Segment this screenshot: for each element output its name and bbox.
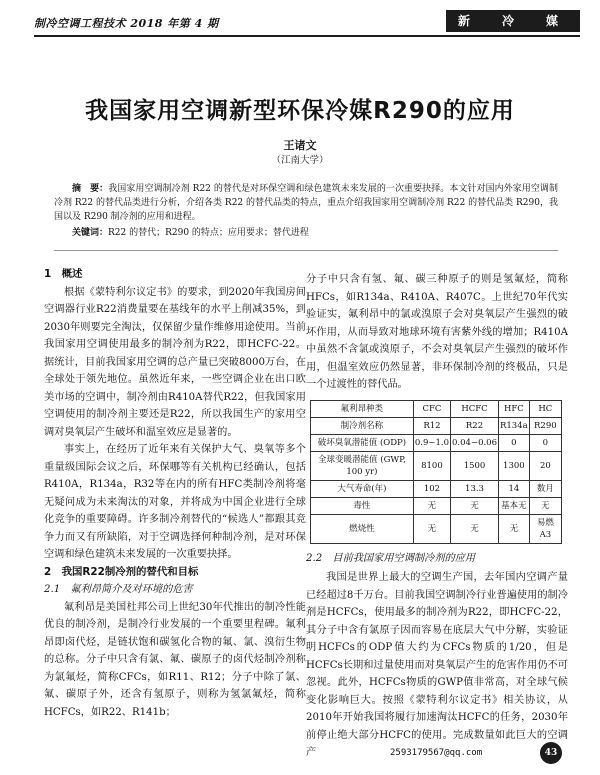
paragraph: 根据《蒙特利尔议定书》的要求，到2020年我国房间空调器行业R22消费量要在基线年的水平上削减35%，到2030年则要完全淘汰，仅保留少量作维修用途使用。当前我国家用空调使用最多的制冷剂为R22，即HCFC-22。据统计，目前我国家用空调的总产量已突破8000万台，在全球处于领先地位。虽然近年来，一些空调企业在出口欧美市场的空调中，制冷剂由R410A替代R22，但我国家用空调使用的制冷剂主要还是R22，所以我国生产的家用空调对臭氧层产生破坏和温室效应是显著的。 <box>44 286 306 438</box>
table-row <box>311 434 562 451</box>
table-header-row <box>311 400 562 417</box>
section-heading-2: 2 我国R22制冷剂的替代和目标 <box>44 565 199 578</box>
table-cell: 破坏臭氧潜能值 (ODP) <box>311 434 414 451</box>
table-cell: 无 <box>499 514 530 543</box>
table-cell: 无 <box>529 497 561 514</box>
table-cell: 易燃 A3 <box>529 514 561 543</box>
table-cell: R290 <box>529 417 561 434</box>
contact-email: 2593179567@qq.com <box>390 748 483 758</box>
keywords-label: 关键词： <box>72 228 109 238</box>
author-affiliation: （江南大学） <box>271 155 329 166</box>
table-cell: 1300 <box>499 451 530 480</box>
table-row <box>311 480 562 497</box>
table-cell: 燃烧性 <box>311 514 414 543</box>
article-author: 王诸文 <box>283 139 317 152</box>
paragraph: 我国是世界上最大的空调生产国，去年国内空调产量已经超过8千万台。目前我国空调制冷行业普遍使用的制冷剂是HCFCs，使用最多的制冷剂为R22，即HCFC-22，其分子中含有氯原子因而容易在底层大气中分解，实验证明HCFCs的ODP值大约为CFCs物质的1/20，但是HCFCs长期和过量使用而对臭氧层产生的危害作用仍不可忽视。此外，HCFCs物质的GWP值非常高，对全球气候变化影响巨大。按照《蒙特利尔议定书》相关协议，从2010年开始我国将履行加速淘汰HCFC的任务，2030年前停止绝大部分HCFC的使用。完成数量如此巨大的空调产 <box>306 572 568 758</box>
right-column <box>306 271 568 762</box>
table-header-cell: HFC <box>499 400 530 417</box>
table-cell: 0.9~1.0 <box>413 434 450 451</box>
table-cell: 20 <box>529 451 561 480</box>
section-heading-1: 1 概述 <box>44 268 83 280</box>
keywords <box>54 226 558 240</box>
table-header-cell: CFC <box>413 400 450 417</box>
table-cell: 数月 <box>529 480 561 497</box>
table-cell: 0.04~0.06 <box>451 434 499 451</box>
table-cell: 无 <box>451 497 499 514</box>
header-rule <box>34 35 580 37</box>
table-cell: 毒性 <box>311 497 414 514</box>
table-cell: 基本无 <box>499 497 530 514</box>
table-header-cell: 氟利昂种类 <box>311 400 414 417</box>
table-cell: 全球变暖潜能值 (GWP, 100 yr) <box>311 451 414 480</box>
table-header-cell: HC <box>529 400 561 417</box>
paragraph: 事实上，在经历了近年来有关保护大气、臭氧等多个重量级国际会议之后，环保哪等有关机构已经确认，包括R410A，R134a，R32等在内的所有HFC类制冷剂将毫无疑问成为未来淘汰的对象，并将成为中国企业进行全球化竞争的重要障碍。许多制冷剂替代的“候选人”都跟其竞争力而又有所缺陷，对于空调选择何种制冷剂，是对环保空调和绿色建筑未来发展的一次重要抉择。 <box>44 444 306 560</box>
table-cell: 0 <box>499 434 530 451</box>
page-header <box>34 10 580 34</box>
table-cell: R22 <box>451 417 499 434</box>
table-cell: 13.3 <box>451 480 499 497</box>
subsection-heading-2-2: 2.2 目前我国家用空调制冷剂的应用 <box>306 552 476 564</box>
table-cell: R134a <box>499 417 530 434</box>
table-row <box>311 417 562 434</box>
refrigerant-table <box>310 400 562 544</box>
table-cell: 1500 <box>451 451 499 480</box>
table-cell: 大气寿命(年) <box>311 480 414 497</box>
journal-name: 制冷空调工程技术 2018 年第 4 期 <box>34 17 219 30</box>
table-cell: 制冷剂名称 <box>311 417 414 434</box>
page-number: 43 <box>540 742 562 764</box>
table-cell: 14 <box>499 480 530 497</box>
table-cell: R12 <box>413 417 450 434</box>
table-header-cell: HCFC <box>451 400 499 417</box>
abstract-label: 摘 要： <box>72 184 109 194</box>
left-column <box>44 266 306 721</box>
table-row <box>311 451 562 480</box>
table-row <box>311 497 562 514</box>
table-cell: 0 <box>529 434 561 451</box>
paragraph: 氟利昂是美国杜邦公司上世纪30年代推出的制冷性能优良的制冷剂，是制冷行业发展的一个重要里程碑。氟利昂即卤代烃，是链状饱和碳氢化合物的氟、氯、溴衍生物的总称。分子中只含有氯、氟、碳原子的卤代烃制冷剂称为氯氟烃，简称CFCs，如R11、R12；分子中除了氯、氟、碳原子外，还含有氢原子，则称为氢氯氟烃，简称HCFCs，如R22、R141b； <box>44 601 306 718</box>
subsection-heading-2-1: 2.1 氟利昂简介及对环境的危害 <box>44 584 193 595</box>
table-cell: 无 <box>451 514 499 543</box>
table-cell: 8100 <box>413 451 450 480</box>
keywords-text: R22 的替代；R290 的特点；应用要求；替代进程 <box>108 228 309 238</box>
table-cell: 102 <box>413 480 450 497</box>
abstract <box>54 182 558 224</box>
article-title: 我国家用空调新型环保冷媒R290的应用 <box>85 98 515 124</box>
abstract-text: 我国家用空调制冷剂 R22 的替代是对环保空调和绿色建筑未来发展的一次重要抉择。本文针对国内外家用空调制冷剂 R22 的替代品类进行分析，介绍各类 R22 的替代品类的特点，重点介绍我国家用空调制冷剂 R22 的替代品类 R290，我国以及 R290 制冷剂的应用和进程。 <box>54 184 558 222</box>
table-cell: 无 <box>413 497 450 514</box>
section-label: 新 冷 媒 <box>446 10 580 32</box>
table-row <box>311 514 562 543</box>
paragraph: 分子中只含有氢、氟、碳三种原子的则是氢氟烃，简称HFCs，如R134a、R410A、R407C。上世纪70年代实验证实，氟利昂中的氯或溴原子会对臭氧层产生强烈的破坏作用，从而导致对地球环境有害紫外线的增加；R410A中虽然不含氯或溴原子，不会对臭氧层产生强烈的破坏作用，但温室效应仍然显著，非环保制冷剂的终极品，只是一个过渡性的替代品。 <box>306 274 568 390</box>
abstract-divider <box>54 250 558 251</box>
table-cell: 无 <box>413 514 450 543</box>
